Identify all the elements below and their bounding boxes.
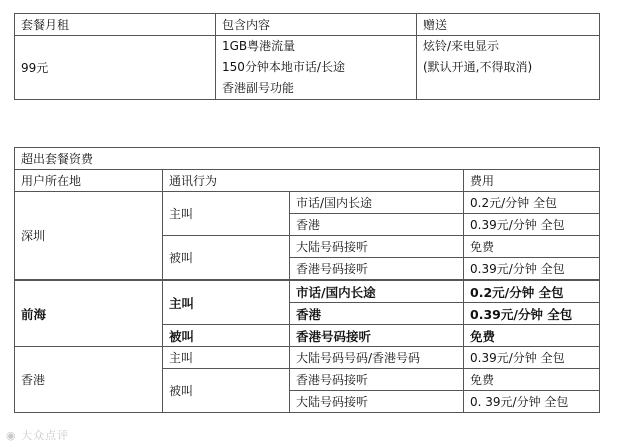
plan-gift-item: (默认开通,不得取消)	[423, 60, 533, 74]
action-label: 主叫	[163, 347, 290, 369]
detail-cell: 香港号码接听	[290, 258, 464, 281]
watermark	[6, 427, 69, 443]
plan-header-contents: 包含内容	[216, 14, 417, 36]
overage-title: 超出套餐资费	[15, 148, 600, 170]
table-row	[15, 280, 600, 303]
detail-cell: 香港	[290, 303, 464, 325]
overage-header-row	[15, 170, 600, 192]
fee-cell: 0.39元/分钟 全包	[464, 303, 600, 325]
detail-cell: 大陆号码接听	[290, 391, 464, 413]
fee-cell: 0.39元/分钟 全包	[464, 347, 600, 369]
header-location: 用户所在地	[15, 170, 163, 192]
plan-header-gifts: 赠送	[417, 14, 600, 36]
fee-cell: 免费	[464, 369, 600, 391]
detail-cell: 市话/国内长途	[290, 192, 464, 214]
action-label: 主叫	[163, 192, 290, 236]
action-label: 被叫	[163, 369, 290, 413]
header-action: 通讯行为	[163, 170, 464, 192]
plan-price: 99元	[15, 36, 216, 100]
overage-title-row	[15, 148, 600, 170]
region-name: 香港	[15, 347, 163, 413]
fee-cell: 0. 39元/分钟 全包	[464, 391, 600, 413]
fee-cell: 0.2元/分钟 全包	[464, 280, 600, 303]
detail-cell: 大陆号码接听	[290, 236, 464, 258]
detail-cell: 大陆号码号码/香港号码	[290, 347, 464, 369]
action-label: 被叫	[163, 325, 290, 347]
plan-gift-item: 炫铃/来电显示	[423, 39, 500, 53]
plan-content-item: 150分钟本地市话/长途	[222, 60, 345, 74]
plan-content-item: 1GB粤港流量	[222, 39, 296, 53]
action-label: 被叫	[163, 236, 290, 281]
plan-gifts-cell	[417, 36, 600, 100]
fee-cell: 免费	[464, 236, 600, 258]
plan-content-item: 香港副号功能	[222, 81, 295, 95]
plan-header-price: 套餐月租	[15, 14, 216, 36]
action-label: 主叫	[163, 280, 290, 325]
detail-cell: 市话/国内长途	[290, 280, 464, 303]
region-name: 前海	[15, 280, 163, 347]
detail-cell: 香港号码接听	[290, 325, 464, 347]
table-row	[15, 347, 600, 369]
header-fee: 费用	[464, 170, 600, 192]
detail-cell: 香港号码接听	[290, 369, 464, 391]
plan-body-row	[15, 36, 600, 100]
plan-table	[14, 13, 600, 100]
region-name: 深圳	[15, 192, 163, 281]
plan-contents-cell	[216, 36, 417, 100]
plan-header-row	[15, 14, 600, 36]
detail-cell: 香港	[290, 214, 464, 236]
fee-cell: 免费	[464, 325, 600, 347]
fee-cell: 0.39元/分钟 全包	[464, 214, 600, 236]
watermark-logo-icon: ◉	[6, 429, 17, 442]
overage-table	[14, 147, 600, 413]
fee-cell: 0.39元/分钟 全包	[464, 258, 600, 281]
fee-cell: 0.2元/分钟 全包	[464, 192, 600, 214]
table-row	[15, 192, 600, 214]
watermark-text: 大众点评	[21, 429, 70, 442]
